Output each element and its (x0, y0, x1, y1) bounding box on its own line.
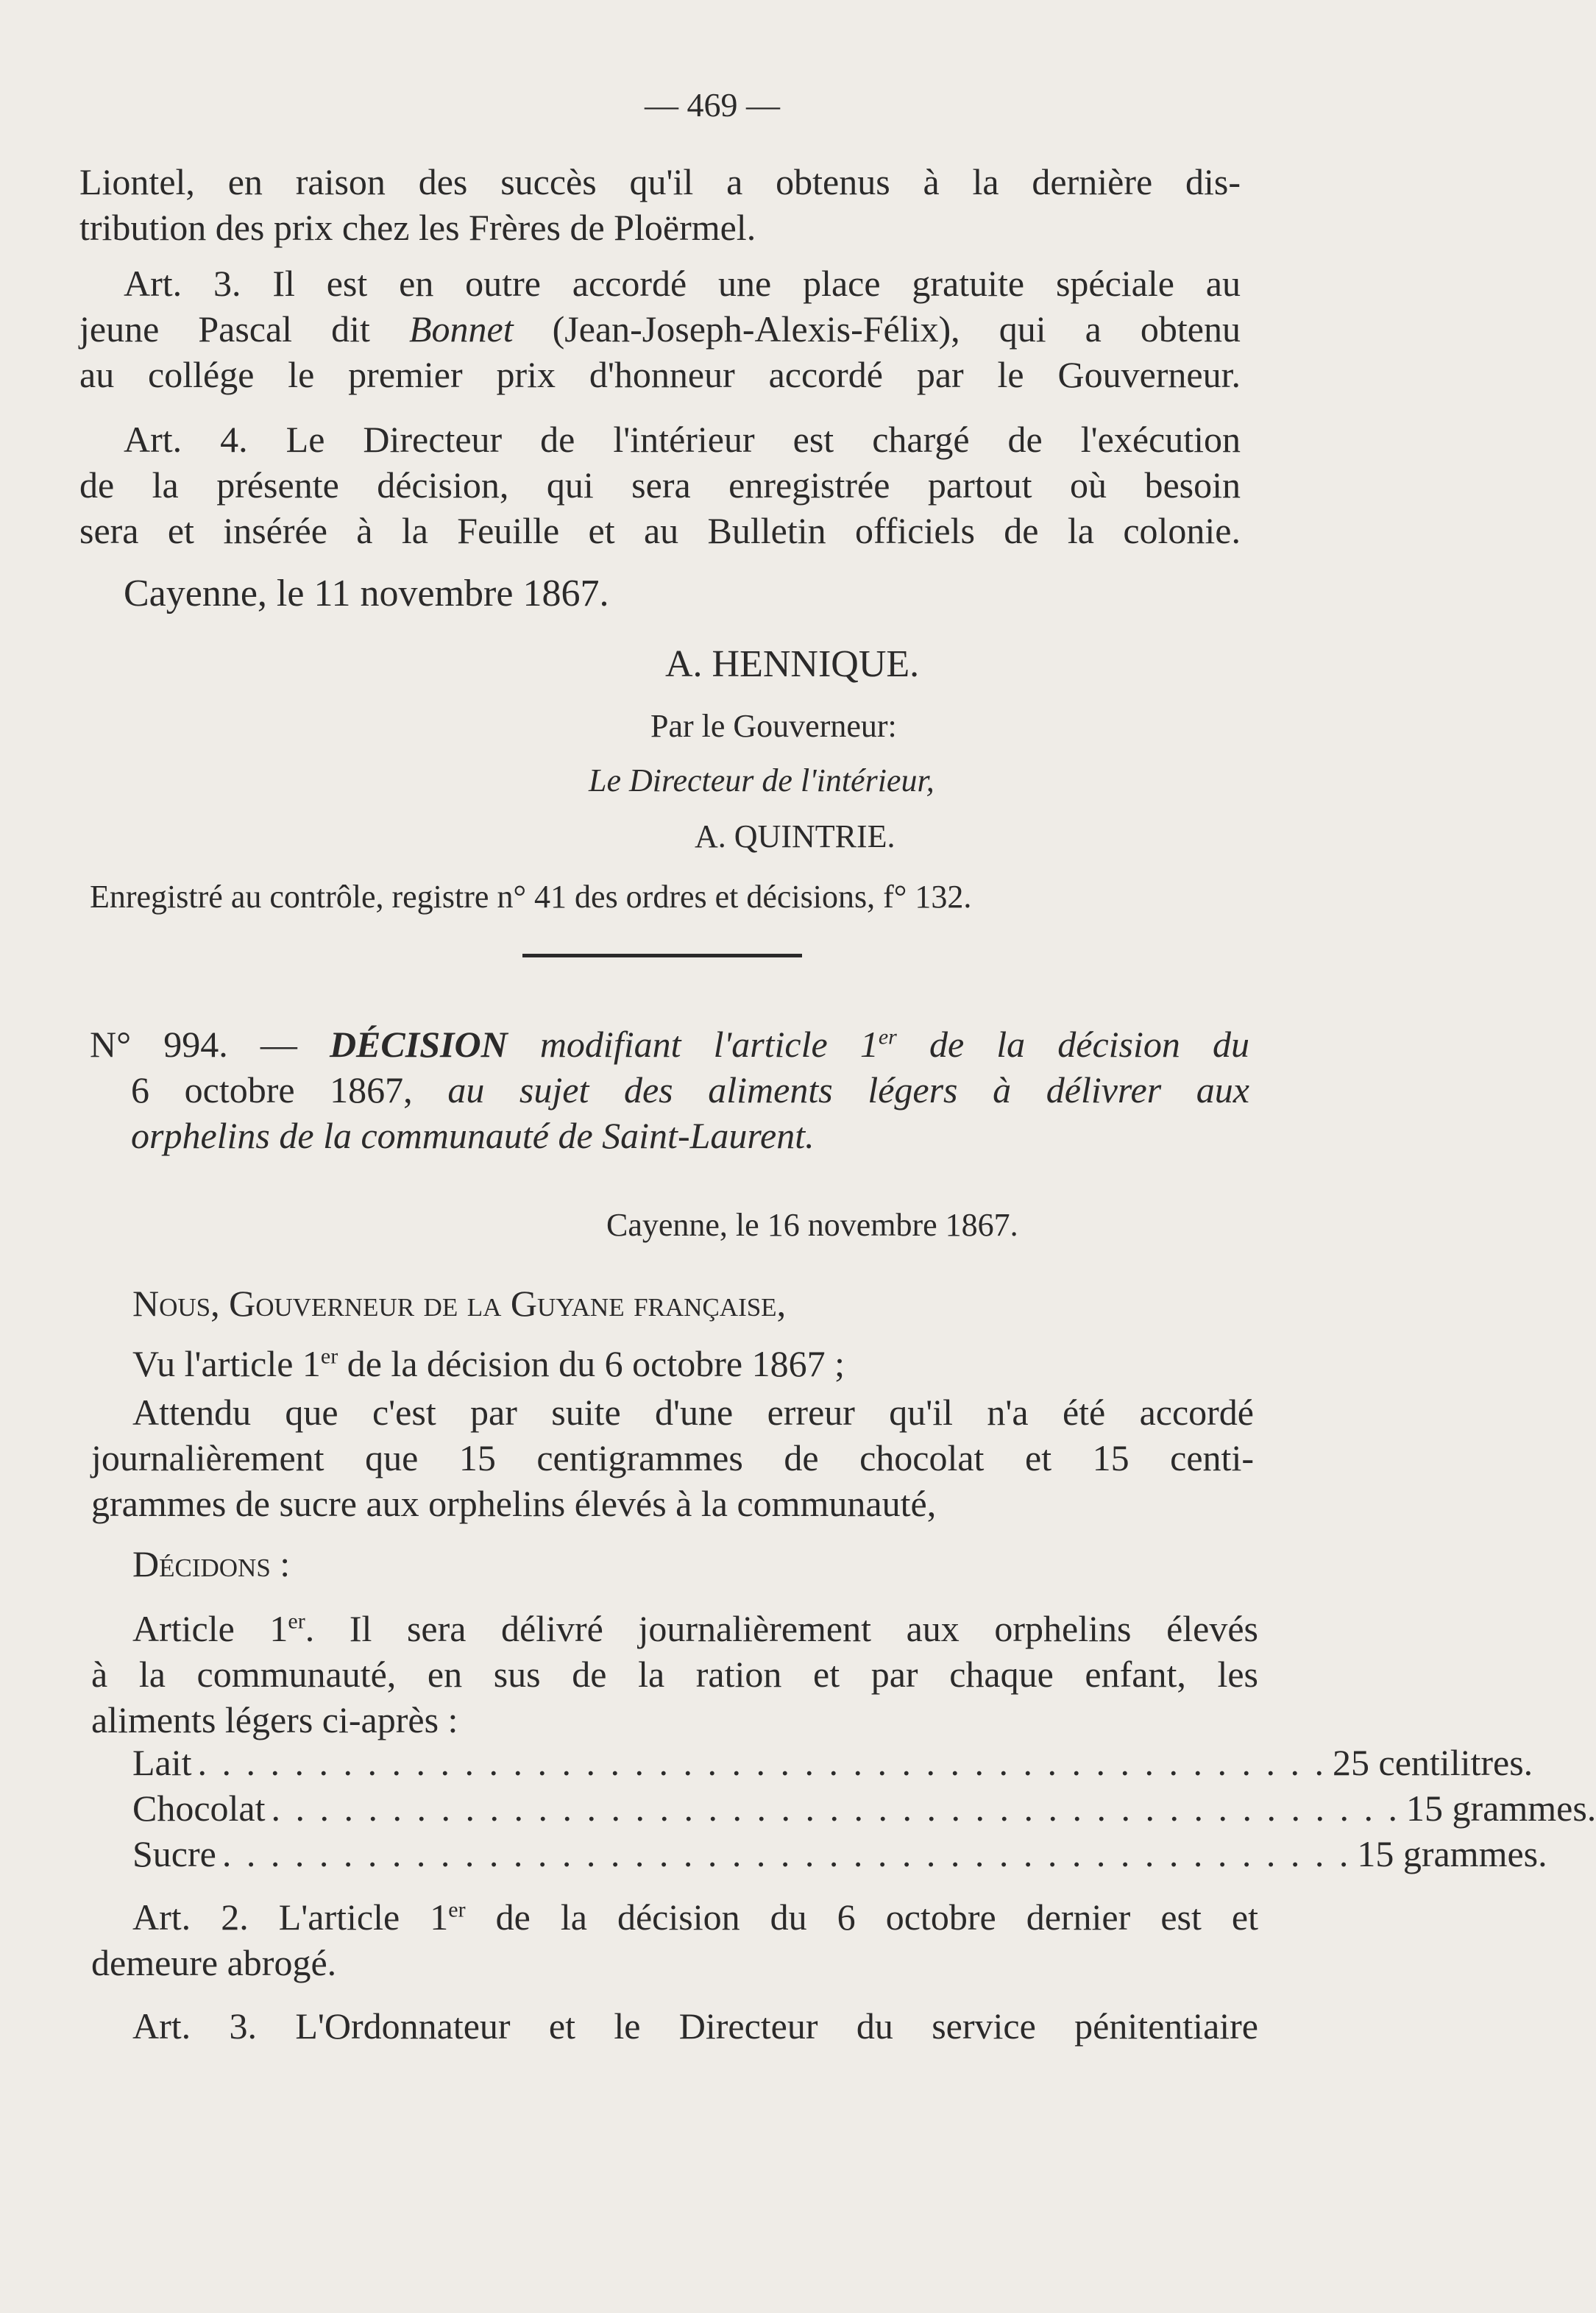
art3-line1: Art. 3. Il est en outre accordé une place gratuite spéciale au (124, 263, 1241, 304)
attendu-line1: Attendu que c'est par suite d'une erreur qu'il n'a été accordé (132, 1392, 1254, 1433)
art4-line2: de la présente décision, qui sera enregistrée partout où besoin (79, 464, 1241, 506)
item-sucre: Sucre . . . . . . . . . . . . . . . . . . . . . . . . . . . . . . . . . . . . . . . . . . . . . . . 15 grammes. (132, 1833, 1547, 1874)
article1-line2: à la communauté, en sus de la ration et par chaque enfant, les (91, 1654, 1258, 1695)
decision-heading-line3: orphelins de la communauté de Saint-Laurent. (131, 1115, 815, 1156)
art2-line2: demeure abrogé. (91, 1942, 337, 1983)
decision-heading-line1: N° 994. — DÉCISION modifiant l'article 1er de la décision du (90, 1024, 1249, 1065)
section-divider (522, 954, 802, 957)
name-bonnet: Bonnet (408, 308, 514, 350)
item-lait: Lait . . . . . . . . . . . . . . . . . . . . . . . . . . . . . . . . . . . . . . . . . . . . . . . 25 centilitres. (132, 1742, 1533, 1783)
enregistre-line: Enregistré au contrôle, registre n° 41 des ordres et décisions, f° 132. (90, 879, 972, 915)
art2-line1: Art. 2. L'article 1er de la décision du 6 octobre dernier est et (132, 1896, 1258, 1938)
para1-line1: Liontel, en raison des succès qu'il a obtenus à la dernière dis- (79, 161, 1241, 202)
directeur-title: Le Directeur de l'intérieur, (589, 762, 934, 798)
signature-hennique: A. HENNIQUE. (665, 643, 920, 685)
par-le-gouverneur: Par le Gouverneur: (650, 708, 897, 744)
article1-line1: Article 1er. Il sera délivré journalièrement aux orphelins élevés (132, 1608, 1258, 1649)
article1-line3: aliments légers ci-après : (91, 1699, 458, 1740)
vu-line: Vu l'article 1er de la décision du 6 octobre 1867 ; (132, 1343, 845, 1384)
art3-line3: au collége le premier prix d'honneur accordé par le Gouverneur. (79, 354, 1241, 395)
decision-heading-line2: 6 octobre 1867, au sujet des aliments légers à délivrer aux (131, 1069, 1249, 1111)
dateline-1: Cayenne, le 11 novembre 1867. (124, 573, 609, 614)
decision-keyword: DÉCISION (329, 1024, 508, 1065)
art4-line3: sera et insérée à la Feuille et au Bulletin officiels de la colonie. (79, 510, 1241, 551)
art3b-line1: Art. 3. L'Ordonnateur et le Directeur du service pénitentiaire (132, 2005, 1258, 2047)
item-chocolat: Chocolat . . . . . . . . . . . . . . . . . . . . . . . . . . . . . . . . . . . . . . . . . . . . . . . 15 grammes. (132, 1788, 1596, 1829)
decidons: Décidons : (132, 1543, 291, 1584)
attendu-line3: grammes de sucre aux orphelins élevés à la communauté, (91, 1483, 937, 1524)
page-number: — 469 — (645, 86, 780, 124)
attendu-line2: journalièrement que 15 centigrammes de chocolat et 15 centi- (91, 1437, 1254, 1478)
para1-line2: tribution des prix chez les Frères de Ploërmel. (79, 207, 756, 248)
nous-gouverneur: Nous, Gouverneur de la Guyane française, (132, 1283, 787, 1324)
art3-line2: jeune Pascal dit Bonnet (Jean-Joseph-Alexis-Félix), qui a obtenu (79, 308, 1241, 350)
dateline-2: Cayenne, le 16 novembre 1867. (606, 1207, 1018, 1243)
art4-line1: Art. 4. Le Directeur de l'intérieur est chargé de l'exécution (124, 419, 1241, 460)
signature-quintrie: A. QUINTRIE. (695, 818, 895, 854)
